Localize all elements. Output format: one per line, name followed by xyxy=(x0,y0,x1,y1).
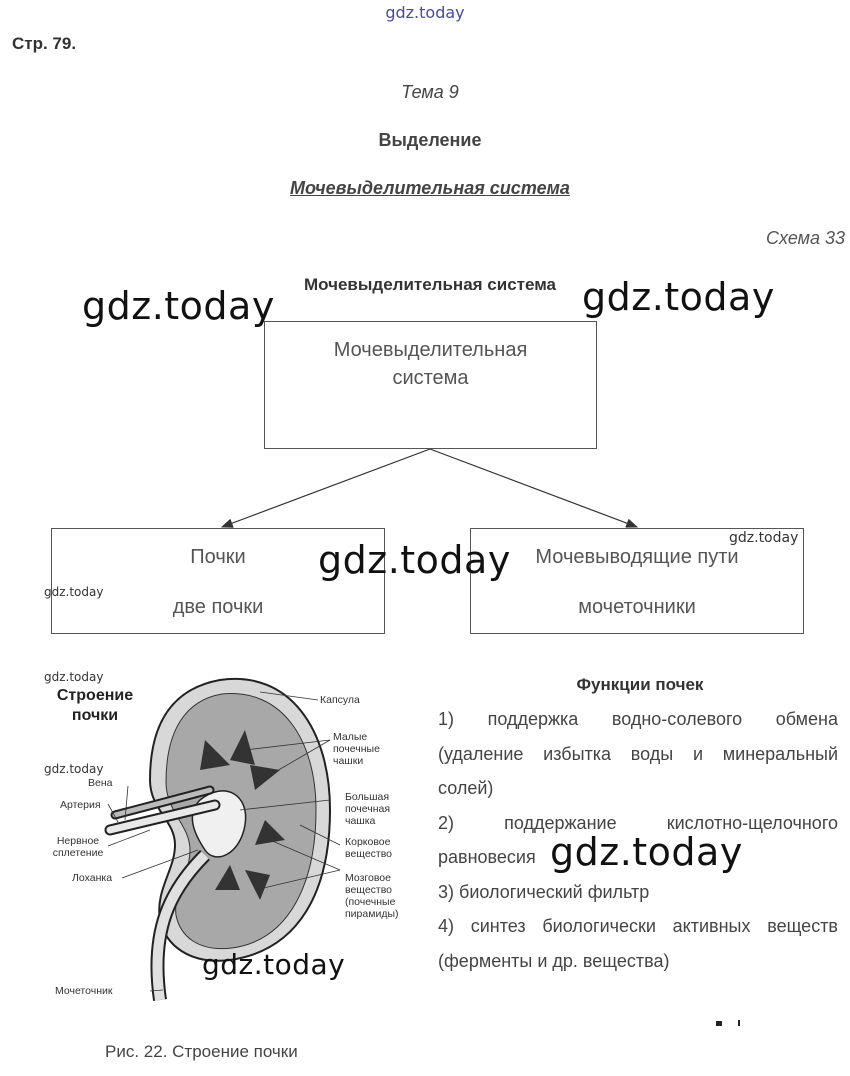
functions-title: Функции почек xyxy=(576,675,704,694)
label-minor-calyces: Малые почечные чашки xyxy=(333,731,380,767)
page-number: Стр. 79. xyxy=(12,34,77,53)
figure-caption: Рис. 22. Строение почки xyxy=(105,1042,298,1061)
diagram-root-label: Мочевыделительная система xyxy=(333,339,528,389)
scheme-label: Схема 33 xyxy=(766,228,845,248)
arrow-to-kidneys xyxy=(222,449,430,527)
watermark-small: gdz.today xyxy=(44,670,104,684)
function-line: равновесия xyxy=(438,847,536,867)
stray-mark xyxy=(738,1020,740,1026)
function-line: солей) xyxy=(438,778,494,798)
label-cortex: Корковое вещество xyxy=(345,836,393,860)
urinary-tract-title: Мочевыводящие пути xyxy=(535,546,739,568)
watermark-small: gdz.today xyxy=(44,762,104,776)
label-vein: Вена xyxy=(88,777,113,789)
subsection-heading: Мочевыделительная система xyxy=(290,178,570,198)
function-line: 2) поддержание кислотно-щелочного xyxy=(438,813,838,833)
label-artery: Артерия xyxy=(60,799,101,811)
arrow-to-urinary-tract xyxy=(430,449,637,527)
diagram-title: Мочевыделительная система xyxy=(303,275,557,294)
section-heading: Выделение xyxy=(378,130,482,150)
label-medulla: Мозговое вещество (почечные пирамиды) xyxy=(345,872,399,920)
label-major-calyx: Большая почечная чашка xyxy=(345,791,391,827)
label-pelvis: Лоханка xyxy=(72,872,113,884)
urinary-tract-subtitle: мочеточники xyxy=(578,596,696,618)
diagram-root-box xyxy=(264,321,597,449)
kidney-figure-title: Строение почки xyxy=(56,687,134,724)
topic-heading: Тема 9 xyxy=(401,82,459,102)
watermark-large: gdz.today xyxy=(318,538,511,582)
watermark-small: gdz.today xyxy=(729,530,799,546)
label-nerve-plexus: Нервное сплетение xyxy=(52,835,104,859)
watermark-top: gdz.today xyxy=(385,3,465,22)
watermark-large: gdz.today xyxy=(582,275,775,319)
label-capsule: Капсула xyxy=(320,694,360,706)
function-line: (удаление избытка воды и минеральный xyxy=(438,744,838,764)
function-line: (ферменты и др. вещества) xyxy=(438,951,670,971)
watermark-small: gdz.today xyxy=(44,585,104,599)
function-line: 4) синтез биологически активных веществ xyxy=(438,916,838,936)
watermark-large: gdz.today xyxy=(202,948,346,981)
watermark-large: gdz.today xyxy=(82,284,275,328)
watermark-large: gdz.today xyxy=(550,830,743,874)
label-ureter: Мочеточник xyxy=(55,985,113,997)
kidneys-title: Почки xyxy=(190,546,246,568)
function-line: 3) биологический фильтр xyxy=(438,882,650,902)
kidneys-subtitle: две почки xyxy=(172,596,264,618)
function-line: 1) поддержка водно-солевого обмена xyxy=(438,709,838,729)
stray-mark xyxy=(716,1021,722,1026)
